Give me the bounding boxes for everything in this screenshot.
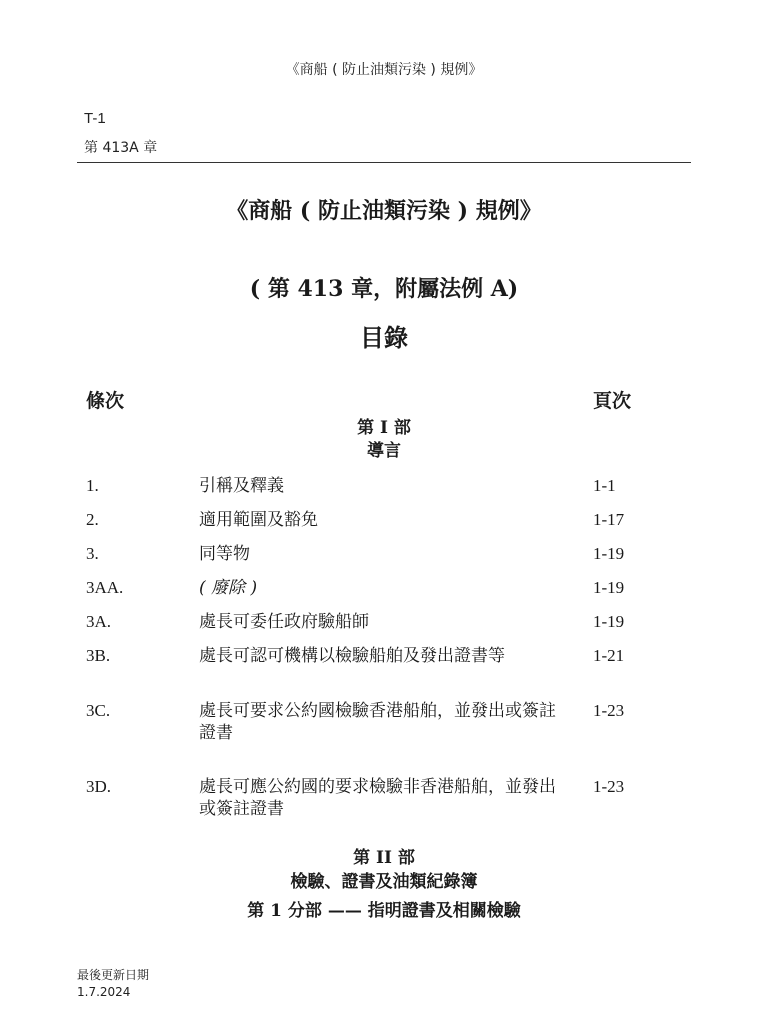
column-header-page: 頁次 (593, 390, 632, 412)
toc-entry-page: 1-21 (593, 646, 625, 665)
column-header-section: 條次 (86, 390, 125, 412)
toc-entry-page: 1-1 (593, 476, 616, 495)
toc-entry-title[interactable]: 處長可認可機構以檢驗船舶及發出證書等 (199, 646, 505, 666)
document-subtitle: ( 第 413 章，附屬法例 A) (249, 276, 519, 302)
part-1-number: 第 I 部 (357, 418, 411, 438)
division-1-heading: 第 1 分部 —— 指明證書及相關檢驗 (247, 901, 521, 921)
part-2-number: 第 II 部 (353, 848, 415, 868)
toc-entry-title[interactable]: ( 廢除 ) (199, 578, 258, 598)
toc-entry-title[interactable]: 引稱及釋義 (199, 476, 284, 496)
toc-entry-title[interactable]: 處長可要求公約國檢驗香港船舶，並發出或簽註證書 (199, 701, 556, 743)
page-code: T-1 (84, 110, 106, 127)
running-head: 《商船 ( 防止油類污染 ) 規例》 (285, 62, 483, 78)
toc-entry-number: 3AA. (86, 578, 124, 597)
toc-entry-page: 1-19 (593, 578, 625, 597)
toc-entry-number: 3A. (86, 612, 112, 631)
toc-entry-title[interactable]: 處長可應公約國的要求檢驗非香港船舶，並發出或簽註證書 (199, 777, 556, 819)
toc-entry-number: 3D. (86, 777, 112, 796)
toc-entry-page: 1-23 (593, 777, 625, 796)
last-updated-label: 最後更新日期 (77, 968, 150, 982)
toc-entry-number: 3B. (86, 646, 111, 665)
toc-entry-number: 2. (86, 510, 99, 529)
footer (77, 967, 149, 1001)
toc-entry-page: 1-23 (593, 701, 625, 720)
toc-entry-page: 1-19 (593, 612, 625, 631)
toc-entry-page: 1-17 (593, 510, 625, 529)
part-1-name: 導言 (367, 441, 401, 461)
toc-entry-number: 3C. (86, 701, 111, 720)
toc-entry-number: 1. (86, 476, 99, 495)
toc-entry-title[interactable]: 適用範圍及豁免 (199, 510, 318, 530)
toc-entry-title[interactable]: 同等物 (199, 544, 250, 564)
header-rule (77, 162, 691, 163)
part-2-name: 檢驗、證書及油類紀錄簿 (290, 872, 478, 892)
toc-entry-number: 3. (86, 544, 99, 563)
contents-heading: 目錄 (360, 323, 408, 352)
toc-entry-title[interactable]: 處長可委任政府驗船師 (199, 612, 369, 632)
chapter-reference: 第 413A 章 (84, 140, 158, 156)
document-title: 《商船 ( 防止油類污染 ) 規例》 (226, 198, 542, 224)
toc-entry-page: 1-19 (593, 544, 625, 563)
last-updated-date: 1.7.2024 (77, 985, 131, 999)
